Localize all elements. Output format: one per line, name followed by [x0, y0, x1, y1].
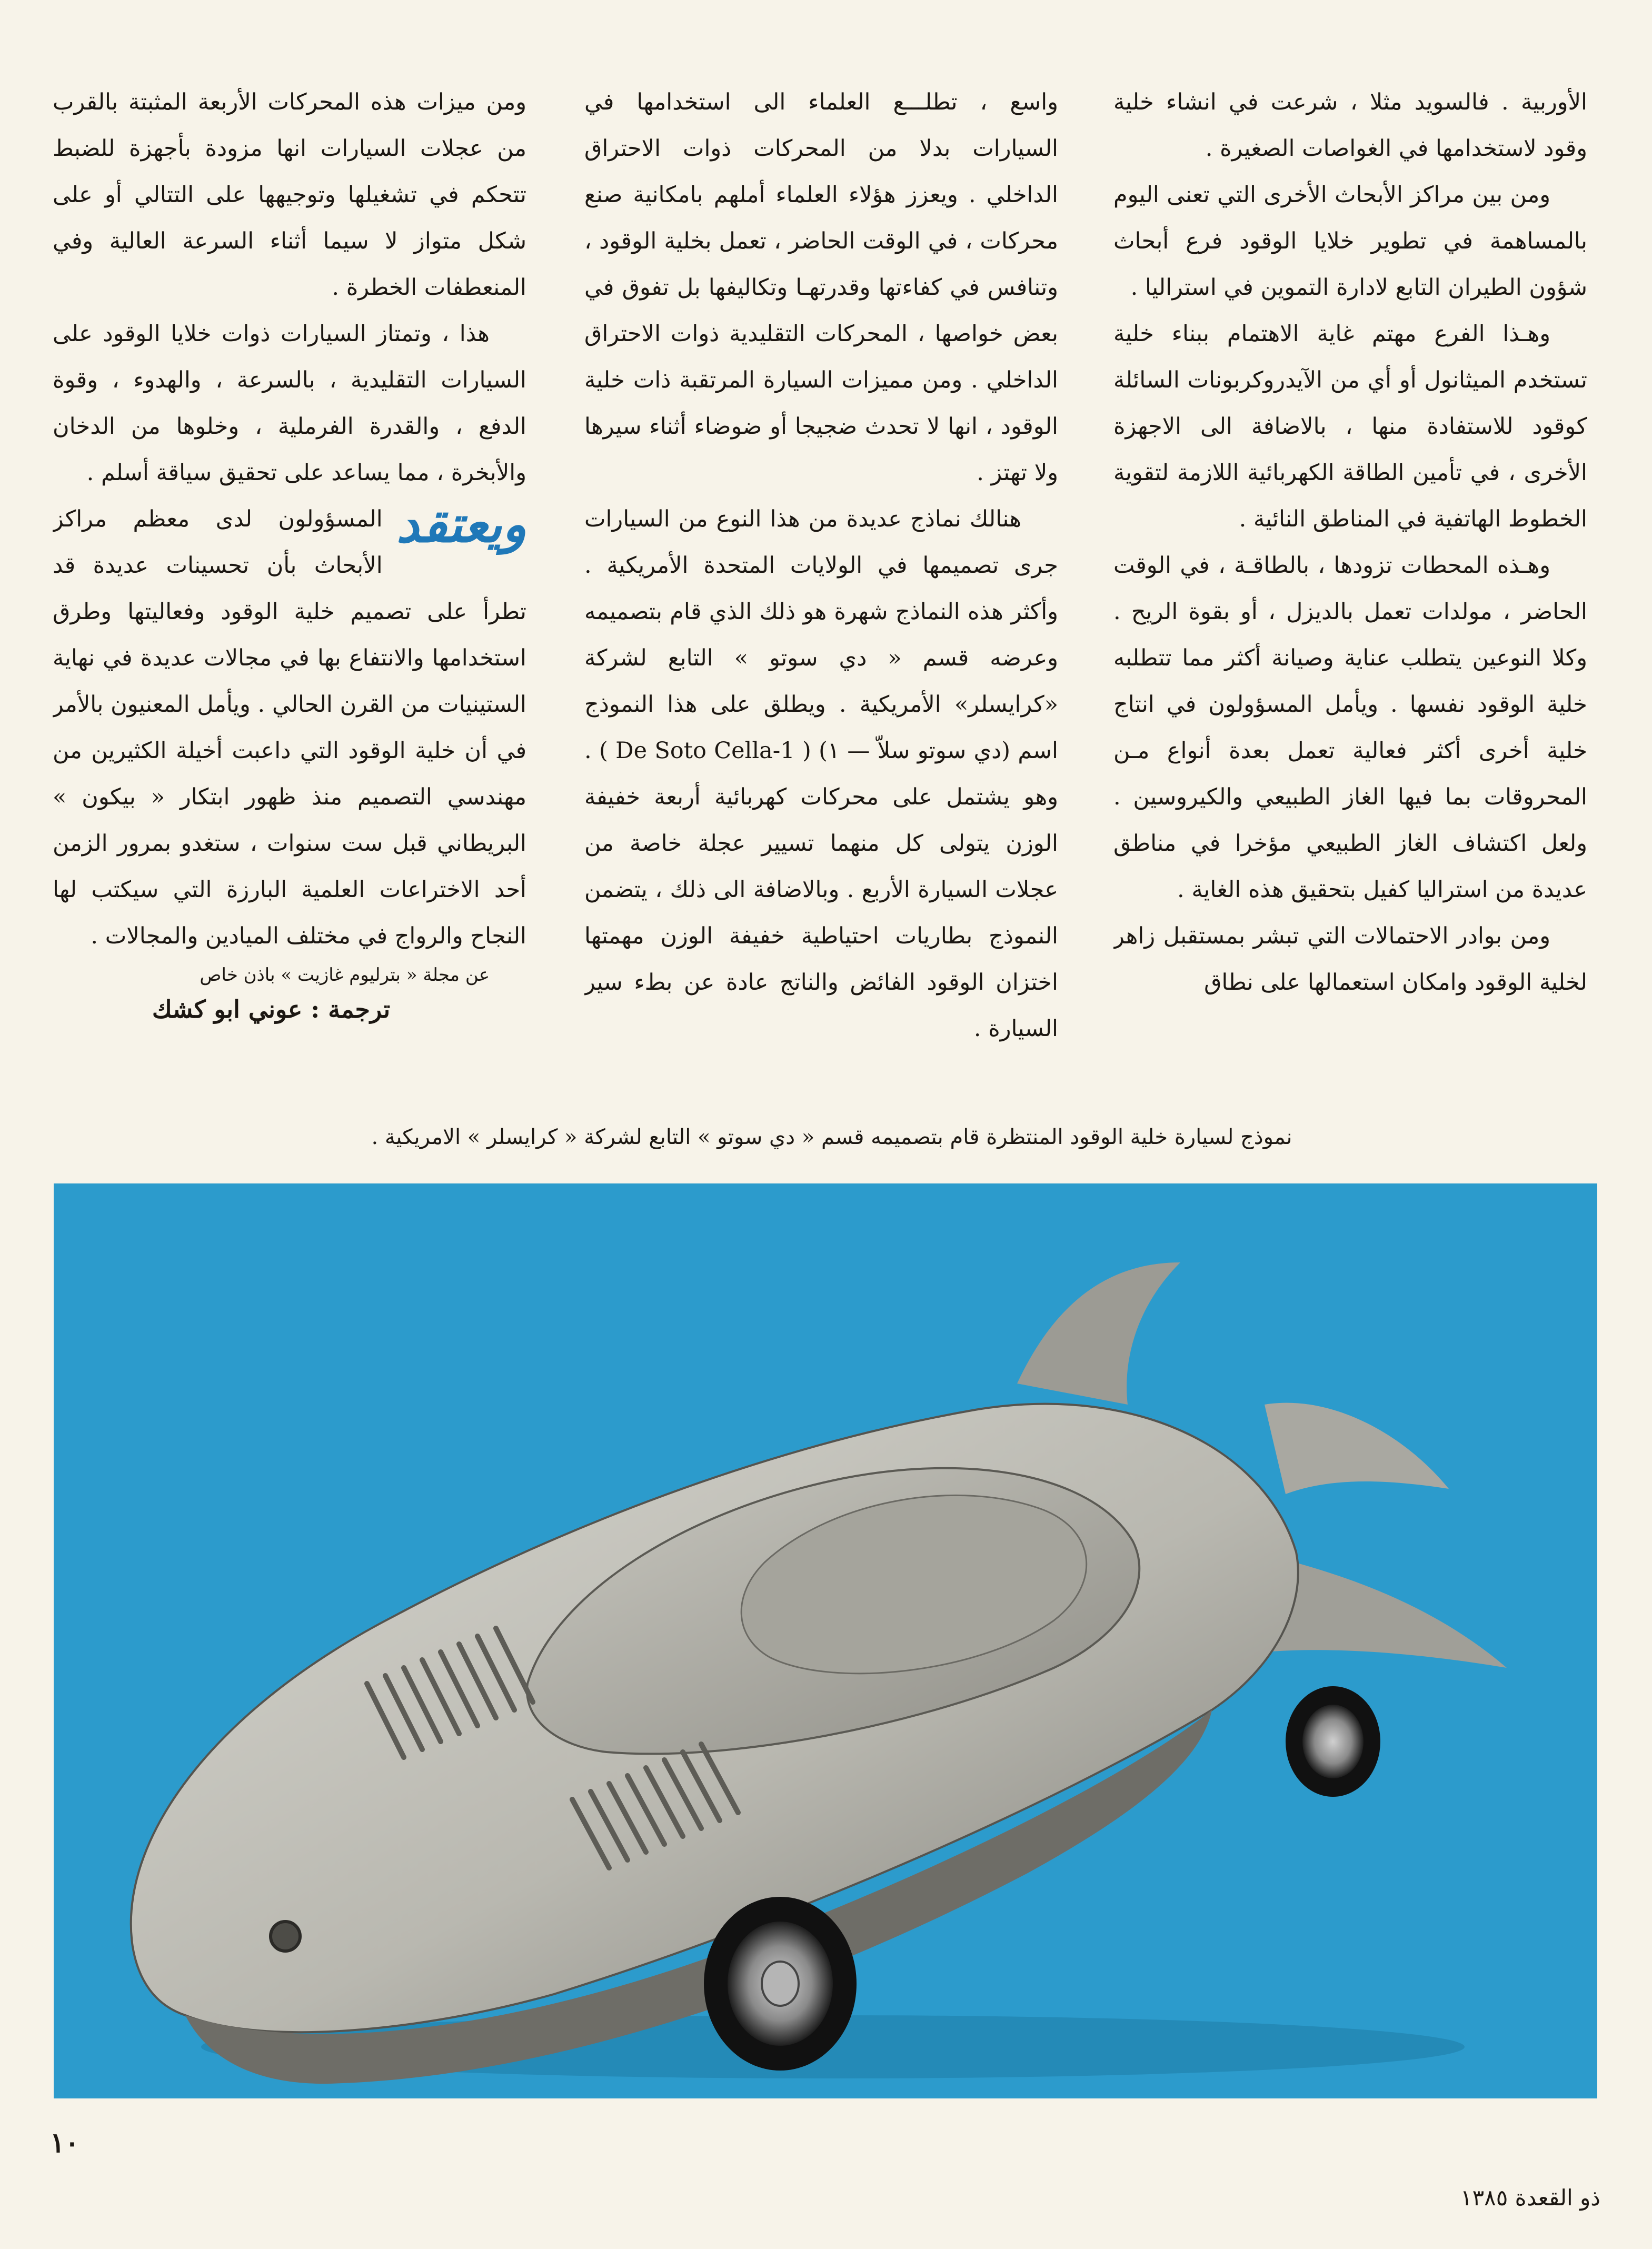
paragraph: واسع ، تطلـــع العلماء الى استخدامها في السيارات بدلا من المحركات ذوات الاحتراق الداخلي . ويعزز هؤلاء العلماء أملهم بامكانية صنع محركات ، في الوقت الحاضر ، تعمل بخلية الوقود ، وتنافس في كفاءتها وقدرتهـا وتكاليفها بل تفوق في بعض خواصها ، المحركات التقليدية ذوات الاحتراق الداخلي . ومن مميزات السيارة المرتقبة ذات خلية الوقود ، انها لا تحدث ضجيجا أو ضوضاء أثناء سيرها ولا تهتز . — [584, 89, 1058, 486]
paragraph: وهـذا الفرع مهتم غاية الاهتمام ببناء خلية تستخدم الميثانول أو أي من الآيدروكربونات السائلة كوقود للاستفادة منها ، بالاضافة الى الاجهزة الأخرى ، في تأمين الطاقة الكهربائية اللازمة لتقوية الخطوط الهاتفية في المناطق النائية . — [1113, 321, 1587, 532]
page-number: ١٠ — [50, 2127, 79, 2159]
front-wheel — [704, 1897, 857, 2071]
photo-caption: نموذج لسيارة خلية الوقود المنتظرة قام بتصميمه قسم « دي سوتو » التابع لشركة « كرايسلر » الامريكية . — [371, 1125, 1292, 1149]
article-column-middle — [584, 79, 1058, 1053]
lead-paragraph-text: المسؤولون لدى معظم مراكز الأبحاث بأن تحسينات عديدة قد تطرأ على تصميم خلية الوقود وفعاليتها وطرق استخدامها والانتفاع بها في مجالات عديدة في نهاية الستينيات من القرن الحالي . ويأمل المعنيون بالأمر في أن خلية الوقود التي داعبت أخيلة الكثيرين من مهندسي التصميم منذ ظهور ابتكار « بيكون » البريطاني قبل ست سنوات ، ستغدو بمرور الزمن أحد الاختراعات العلمية البارزة التي سيكتب لها النجاح والرواج في مختلف الميادين والمجالات . — [53, 506, 526, 949]
lead-paragraph — [53, 496, 526, 959]
paragraph: ومن بين مراكز الأبحاث الأخرى التي تعنى اليوم بالمساهمة في تطوير خلايا الوقود فرع أبحاث شؤون الطيران التابع لادارة التموين في استراليا . — [1113, 182, 1587, 301]
paragraph: ومن بوادر الاحتمالات التي تبشر بمستقبل زاهر لخلية الوقود وامكان استعمالها على نطاق — [1113, 923, 1587, 996]
paragraph: هنالك نماذج عديدة من هذا النوع من السيارات جرى تصميمها في الولايات المتحدة الأمريكية . وأكثر هذه النماذج شهرة هو ذلك الذي قام بتصميمه وعرضه قسم « دي سوتو » التابع لشركة «كرايسلر» الأمريكية . ويطلق على هذا النموذج اسم (دي سوتو سلاّ — ١) ( De Soto Cella-1 ) . وهو يشتمل على محركات كهربائية أربعة خفيفة الوزن يتولى كل منهما تسيير عجلة خاصة من عجلات السيارة الأربع . وبالاضافة الى ذلك ، يتضمن النموذج بطاريات احتياطية خفيفة الوزن مهمتها اختزان الوقود الفائض والناتج عادة عن بطء سير السيارة . — [584, 506, 1058, 1042]
issue-date: ذو القعدة ١٣٨٥ — [1460, 2185, 1600, 2211]
headlight — [271, 1922, 300, 1951]
paragraph: هذا ، وتمتاز السيارات ذوات خلايا الوقود على السيارات التقليدية ، بالسرعة ، والهدوء ، وقوة الدفع ، والقدرة الفرملية ، وخلوها من الدخان والأبخرة ، مما يساعد على تحقيق سياقة أسلم . — [53, 321, 526, 486]
rear-wheel — [1286, 1686, 1380, 1797]
paragraph: وهـذه المحطات تزودها ، بالطاقـة ، في الوقت الحاضر ، مولدات تعمل بالديزل ، أو بقوة الريح . وكلا النوعين يتطلب عناية وصيانة أكثر مما تتطلبه خلية الوقود نفسها . ويأمل المسؤولون في انتاج خلية أخرى أكثر فعالية تعمل بعدة أنواع مـن المحروقات بما فيها الغاز الطبيعي والكيروسين . ولعل اكتشاف الغاز الطبيعي مؤخرا في مناطق عديدة من استراليا كفيل بتحقيق هذه الغاية . — [1113, 552, 1587, 903]
concept-car-illustration — [54, 1183, 1597, 2098]
source-note: عن مجلة « بترليوم غازيت » باذن خاص — [200, 964, 490, 986]
article-column-left — [53, 79, 526, 1053]
lead-word: ويعتقد — [396, 494, 526, 554]
paragraph: الأوربية . فالسويد مثلا ، شرعت في انشاء خلية وقود لاستخدامها في الغواصات الصغيرة . — [1113, 89, 1587, 162]
article-column-right — [1113, 79, 1587, 1053]
translator-credit: ترجمة : عوني ابو كشك — [152, 995, 391, 1023]
paragraph: ومن ميزات هذه المحركات الأربعة المثبتة بالقرب من عجلات السيارات انها مزودة بأجهزة للضبط تتحكم في تشغيلها وتوجيهها على التتالي أو على شكل متواز لا سيما أثناء السرعة العالية وفي المنعطفات الخطرة . — [53, 89, 526, 301]
concept-car-photo — [54, 1183, 1597, 2098]
